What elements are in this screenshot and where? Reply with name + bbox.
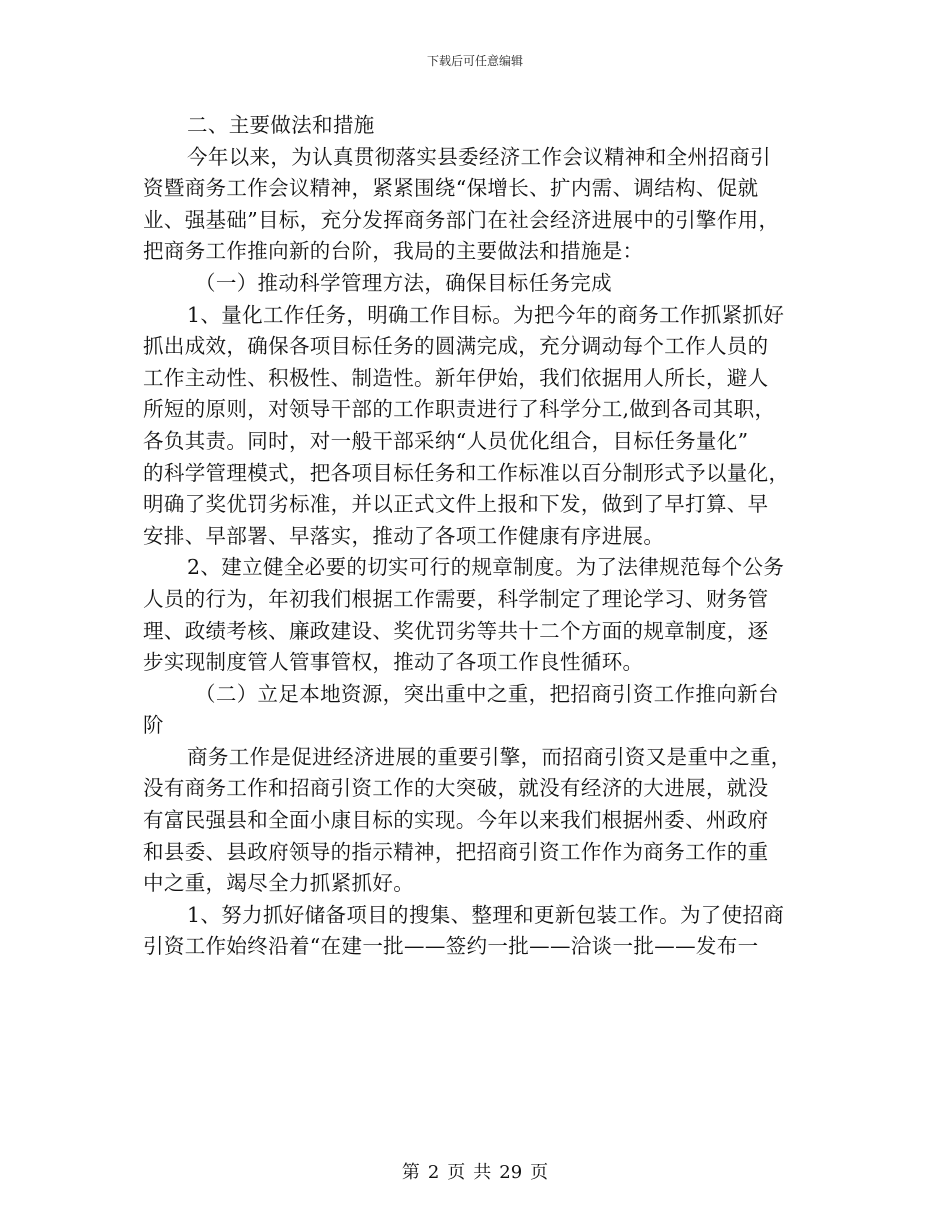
text-line: 和县委、县政府领导的指示精神，把招商引资工作作为商务工作的重 [143, 839, 769, 864]
text-line: 有富民强县和全面小康目标的实现。今年以来我们根据州委、州政府 [143, 808, 769, 833]
text-line: 安排、早部署、早落实，推动了各项工作健康有序进展。 [143, 523, 665, 548]
footer-page-number: 2 [427, 1162, 440, 1183]
text-line: 1、努力抓好储备项目的搜集、整理和更新包装工作。为了使招商 [187, 902, 785, 927]
text-line: 把商务工作推向新的台阶，我局的主要做法和措施是： [143, 239, 644, 264]
text-line: 工作主动性、积极性、制造性。新年伊始，我们依据用人所长，避人 [143, 365, 769, 390]
text-line: 明确了奖优罚劣标准，并以正式文件上报和下发，做到了早打算、早 [143, 492, 769, 517]
text-line: 商务工作是促进经济进展的重要引擎，而招商引资又是重中之重， [187, 744, 792, 769]
footer-ye: 页 [447, 1162, 466, 1183]
text-line: 2、建立健全必要的切实可行的规章制度。为了法律规范每个公务 [187, 555, 785, 580]
page-footer [0, 1158, 950, 1184]
text-line: 阶 [143, 713, 164, 738]
text-line: 今年以来，为认真贯彻落实县委经济工作会议精神和全州招商引 [187, 144, 771, 169]
text-line: 步实现制度管人管事管权，推动了各项工作良性循环。 [143, 650, 644, 675]
text-line: 中之重，竭尽全力抓紧抓好。 [143, 871, 415, 896]
text-line: 资暨商务工作会议精神，紧紧围绕“保增长、扩内需、调结构、促就 [143, 176, 759, 201]
page-header: 下载后可任意编辑 [426, 54, 523, 68]
text-line: 业、强基础”目标，充分发挥商务部门在社会经济进展中的引擎作用， [143, 207, 780, 232]
text-line: （二）立足本地资源，突出重中之重，把招商引资工作推向新台 [195, 681, 779, 706]
text-line: 人员的行为，年初我们根据工作需要，科学制定了理论学习、财务管 [143, 586, 769, 611]
text-line: 引资工作始终沿着“在建一批——签约一批——洽谈一批——发布一 [143, 934, 759, 959]
footer-total-pages: 29 [499, 1162, 523, 1183]
footer-di: 第 [401, 1162, 420, 1183]
document-body [143, 110, 807, 963]
footer-gong: 共 [473, 1162, 492, 1183]
text-line: 理、政绩考核、廉政建设、奖优罚劣等共十二个方面的规章制度，逐 [143, 618, 769, 643]
text-line: 各负其责。同时，对一般干部采纳“人员优化组合，目标任务量化” [143, 428, 749, 453]
text-line: 1、量化工作任务，明确工作目标。为把今年的商务工作抓紧抓好 [187, 302, 785, 327]
text-line: 所短的原则，对领导干部的工作职责进行了科学分工,做到各司其职， [143, 397, 776, 422]
text-line: 没有商务工作和招商引资工作的大突破，就没有经济的大进展，就没 [143, 776, 769, 801]
text-line: （一）推动科学管理方法，确保目标任务完成 [195, 270, 612, 295]
footer-ye-2: 页 [530, 1162, 549, 1183]
text-line: 的科学管理模式，把各项目标任务和工作标准以百分制形式予以量化， [143, 460, 790, 485]
text-line: 二、主要做法和措施 [187, 113, 375, 137]
text-line: 抓出成效，确保各项目标任务的圆满完成，充分调动每个工作人员的 [143, 334, 769, 359]
